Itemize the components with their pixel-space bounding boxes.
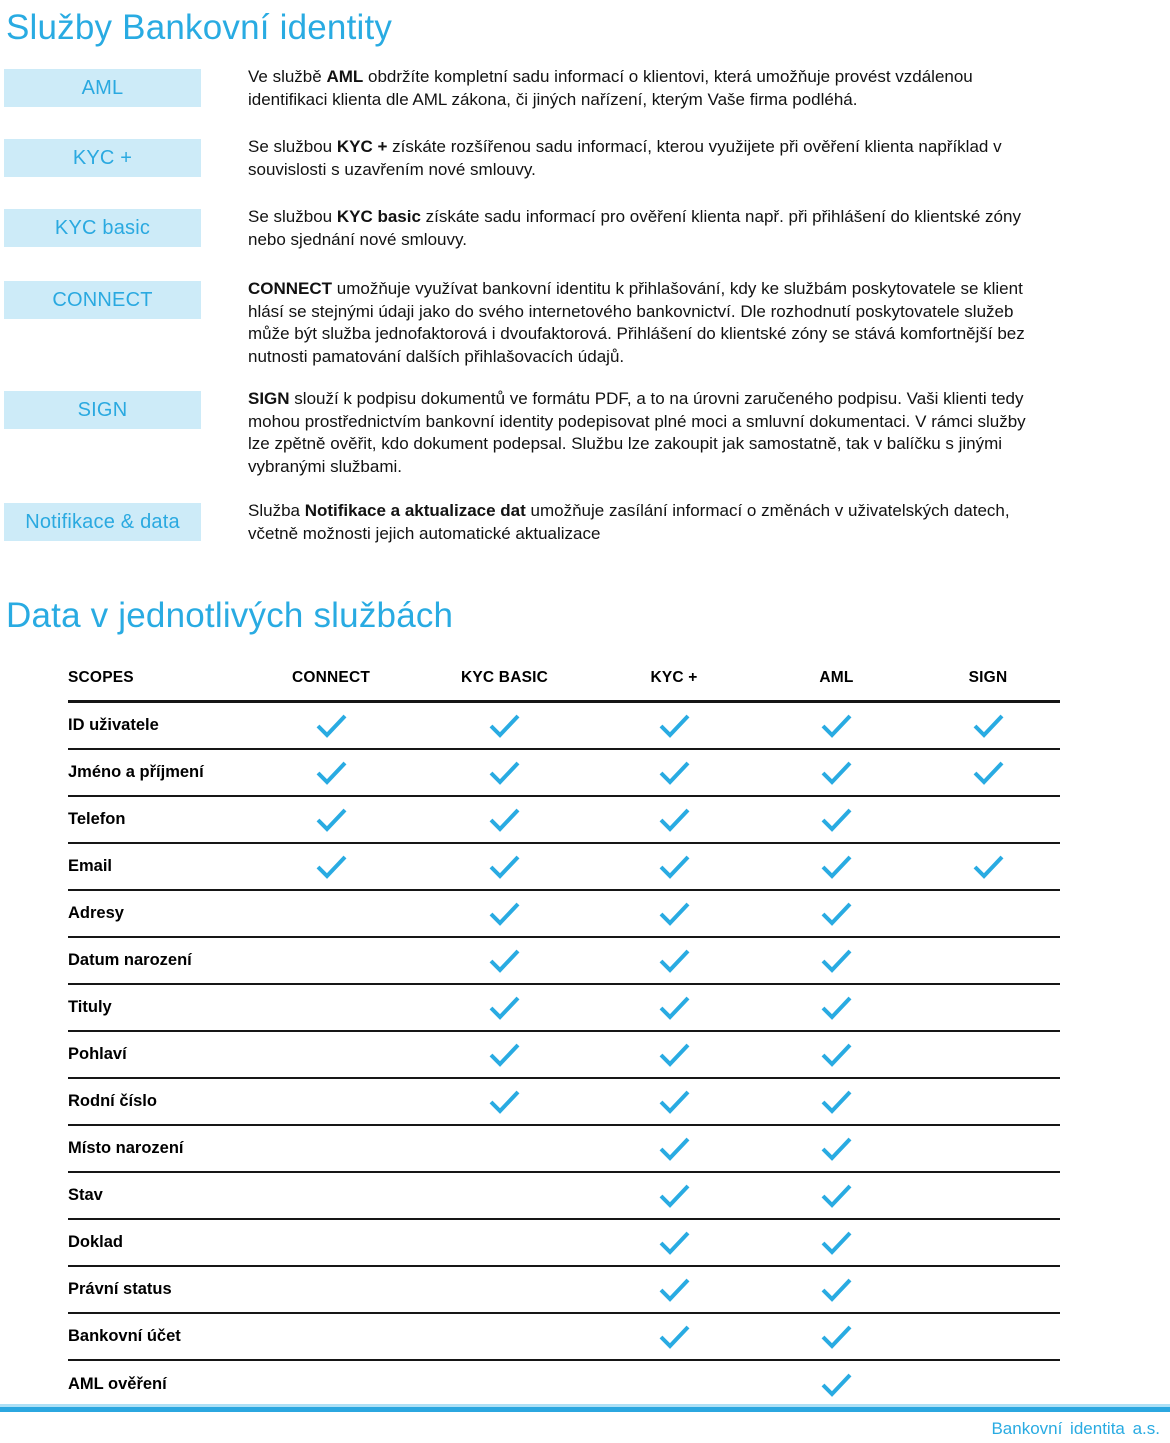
check-icon [820,713,853,738]
column-header-scopes: SCOPES [68,669,134,686]
check-cell-aml [757,1324,916,1349]
service-description: Se službou KYC + získáte rozšířenou sadu informací, kterou využijete při ověření klienta například v souvislosti s uzavřením nové smlouvy. [248,137,1002,179]
service-box-column [4,206,204,247]
table-row-datum-narozen [68,938,1060,985]
service-description: Služba Notifikace a aktualizace dat umožňuje zasílání informací o změnách v uživatelských datech, včetně možnosti jejich automatické aktualizace [248,501,1010,543]
check-cell-kyc [591,1136,757,1161]
check-cell-kyc [591,995,757,1020]
check-icon [820,760,853,785]
service-box-column [4,500,204,541]
table-row-bankovn-et [68,1314,1060,1361]
check-cell-kyc-basic [418,948,591,973]
service-label: CONNECT [52,288,153,311]
service-row-connect [4,278,1170,388]
row-label: Datum narození [68,951,192,969]
check-cell-kyc [591,713,757,738]
row-label: Stav [68,1186,103,1204]
check-icon [820,1089,853,1114]
service-label-box [4,209,201,247]
table-row-id-u-ivatele [68,703,1060,750]
check-cell-aml [757,1230,916,1255]
check-cell-aml [757,995,916,1020]
check-icon [488,948,521,973]
table-row-pohlav [68,1032,1060,1079]
check-cell-aml [757,1183,916,1208]
check-cell-aml [757,1089,916,1114]
check-cell-sign [916,854,1060,879]
service-label-box [4,281,201,319]
check-icon [315,713,348,738]
check-icon [658,1136,691,1161]
table-row-doklad [68,1220,1060,1267]
service-row-sign [4,388,1170,500]
check-cell-kyc [591,901,757,926]
row-label: Adresy [68,904,124,922]
check-cell-aml [757,901,916,926]
check-icon [658,1230,691,1255]
service-label: Notifikace & data [25,510,180,533]
check-icon [820,995,853,1020]
service-row-notifikace-data [4,500,1170,550]
check-icon [820,1183,853,1208]
check-icon [488,995,521,1020]
table-row-telefon [68,797,1060,844]
page-title: Služby Bankovní identity [6,8,393,47]
column-header-sign: SIGN [968,669,1008,686]
check-cell-connect [244,854,418,879]
row-label: Pohlaví [68,1045,127,1063]
check-icon [820,854,853,879]
service-label: KYC + [72,146,133,169]
check-cell-sign [916,713,1060,738]
column-header-connect: CONNECT [291,669,371,686]
check-cell-aml [757,807,916,832]
check-cell-aml [757,1042,916,1067]
row-label: Rodní číslo [68,1092,157,1110]
service-row-aml [4,66,1170,136]
row-label: Tituly [68,998,112,1016]
check-icon [820,1372,853,1397]
check-icon [488,807,521,832]
check-icon [488,1042,521,1067]
check-icon [658,1042,691,1067]
service-box-column [4,136,204,177]
services-section [4,66,1170,550]
check-icon [315,807,348,832]
table-body [68,703,1060,1408]
check-cell-connect [244,807,418,832]
check-icon [658,948,691,973]
table-row-tituly [68,985,1060,1032]
service-label-box [4,139,201,177]
check-icon [315,760,348,785]
table-row-rodn-slo [68,1079,1060,1126]
check-icon [488,760,521,785]
table-header [68,660,1060,703]
check-icon [820,1324,853,1349]
row-label: Telefon [68,810,126,828]
check-icon [820,1136,853,1161]
service-description: Ve službě AML obdržíte kompletní sadu informací o klientovi, která umožňuje provést vzdálenou identifikaci klienta dle AML zákona, či jiných nařízení, kterým Vaše firma podléhá. [248,67,973,109]
service-description: Se službou KYC basic získáte sadu informací pro ověření klienta např. při přihlášení do klientské zóny nebo sjednání nové smlouvy. [248,207,1021,249]
check-icon [658,901,691,926]
table-row-stav [68,1173,1060,1220]
row-label: Právní status [68,1280,172,1298]
check-icon [820,1042,853,1067]
service-row-kyc-basic [4,206,1170,278]
table-row-adresy [68,891,1060,938]
check-cell-kyc [591,854,757,879]
check-icon [820,948,853,973]
service-box-column [4,388,204,429]
check-icon [658,1089,691,1114]
page-footer [0,1404,1170,1443]
check-icon [972,760,1005,785]
row-label: Místo narození [68,1139,184,1157]
scopes-table [68,660,1060,1408]
service-label: SIGN [77,398,128,421]
check-icon [972,713,1005,738]
check-cell-aml [757,1277,916,1302]
check-cell-sign [916,760,1060,785]
check-icon [820,807,853,832]
row-label: Email [68,857,113,875]
row-label: Bankovní účet [68,1327,181,1345]
check-icon [488,713,521,738]
check-cell-kyc-basic [418,995,591,1020]
check-icon [315,854,348,879]
check-cell-connect [244,713,418,738]
column-header-kyc-basic: KYC BASIC [460,669,549,686]
service-label-box [4,503,201,541]
table-row-aml-ov-en [68,1361,1060,1408]
check-cell-kyc-basic [418,760,591,785]
row-label: Doklad [68,1233,124,1251]
check-cell-kyc-basic [418,1089,591,1114]
check-icon [488,854,521,879]
check-cell-aml [757,854,916,879]
check-cell-aml [757,948,916,973]
check-cell-kyc [591,1277,757,1302]
check-cell-kyc [591,807,757,832]
table-row-m-sto-narozen [68,1126,1060,1173]
table-row-pr-vn-status [68,1267,1060,1314]
check-cell-kyc-basic [418,854,591,879]
service-box-column [4,66,204,107]
service-box-column [4,278,204,319]
service-row-kyc [4,136,1170,206]
check-cell-kyc [591,1230,757,1255]
check-icon [658,713,691,738]
check-cell-aml [757,1372,916,1397]
check-icon [820,901,853,926]
service-label-box [4,391,201,429]
check-cell-kyc-basic [418,901,591,926]
row-label: Jméno a příjmení [68,763,204,781]
check-icon [658,854,691,879]
check-cell-aml [757,1136,916,1161]
check-cell-kyc [591,1324,757,1349]
column-header-aml: AML [819,669,854,686]
check-cell-kyc-basic [418,807,591,832]
data-section-title: Data v jednotlivých službách [6,596,454,635]
check-cell-aml [757,713,916,738]
row-label: ID uživatele [68,716,159,734]
check-icon [820,1230,853,1255]
check-cell-connect [244,760,418,785]
check-icon [488,901,521,926]
row-label: AML ověření [68,1375,167,1393]
table-row-email [68,844,1060,891]
check-icon [658,1183,691,1208]
service-description: CONNECT umožňuje využívat bankovní identitu k přihlašování, kdy ke službám poskytovatele se klient hlásí se stejnými údaji jako do svého internetového bankovnictví. Dle rozhodnutí poskytovatele služeb může být služba jednofaktorová i dvoufaktorová. Přihlášení do klientské zóny se stává komfortnější bez nutnosti pamatování dalších přihlašovacích údajů. [248,279,1025,366]
check-cell-kyc-basic [418,713,591,738]
check-icon [820,1277,853,1302]
check-cell-kyc [591,948,757,973]
check-icon [488,1089,521,1114]
service-label: KYC basic [54,216,151,239]
check-cell-kyc-basic [418,1042,591,1067]
check-cell-kyc [591,1183,757,1208]
check-cell-kyc [591,1089,757,1114]
table-row-jm-no-a-p-jmen [68,750,1060,797]
footer-company: Bankovní identita a.s. [991,1419,1160,1438]
check-icon [658,995,691,1020]
footer-divider-bar [0,1404,1170,1412]
check-icon [658,1277,691,1302]
check-icon [972,854,1005,879]
check-cell-aml [757,760,916,785]
service-description: SIGN slouží k podpisu dokumentů ve formátu PDF, a to na úrovni zaručeného podpisu. Vaši klienti tedy mohou prostřednictvím bankovní identity podepisovat plné moci a smluvní dokumentaci. V rámci služby lze zpětně ověřit, kdo dokument podepsal. Službu lze zakoupit jak samostatně, tak v balíčku s jinými vybranými službami. [248,389,1026,476]
check-cell-kyc [591,760,757,785]
check-icon [658,1324,691,1349]
check-icon [658,760,691,785]
check-cell-kyc [591,1042,757,1067]
check-icon [658,807,691,832]
service-label: AML [81,76,124,99]
column-header-kyc: KYC + [650,669,698,686]
service-label-box [4,69,201,107]
